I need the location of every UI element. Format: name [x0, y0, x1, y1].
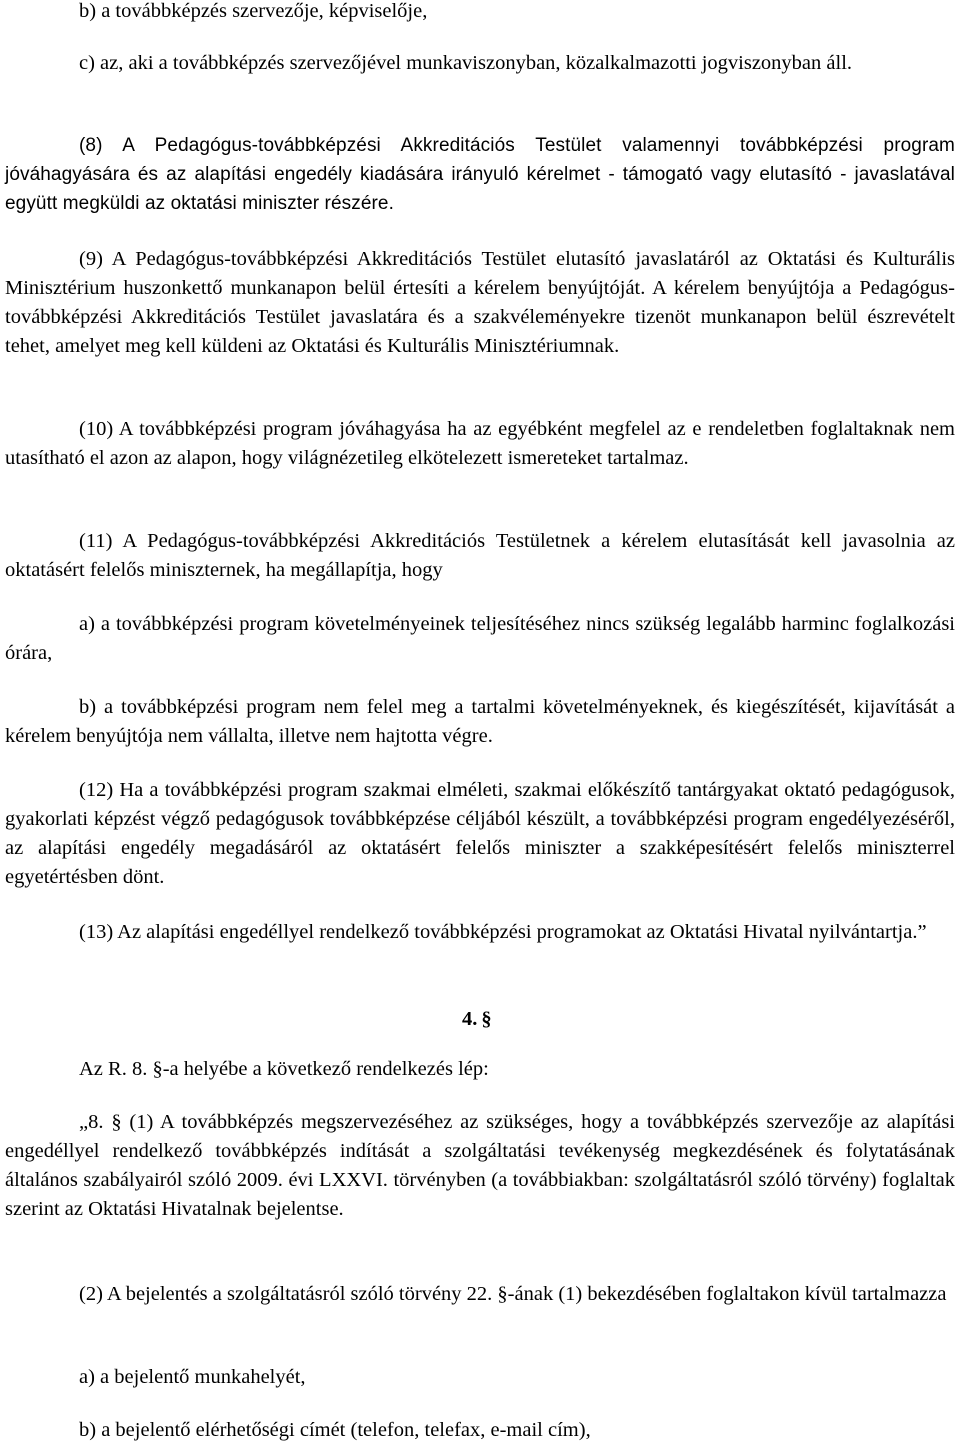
paragraph-intro: Az R. 8. §-a helyébe a következő rendelkezés lép: — [79, 1058, 489, 1080]
section-heading — [462, 1005, 492, 1034]
paragraph-11: (11) A Pedagógus-továbbképzési Akkreditációs Testületnek a kérelem elutasítását kell javasolnia az oktatásért felelős miniszternek, ha megállapítja, hogy — [5, 530, 955, 581]
section-number: 4. — [462, 1008, 478, 1030]
paragraph-7b: b) a továbbképzés szervezője, képviselője, — [79, 0, 428, 22]
paragraph-11a: a) a továbbképzési program követelményeinek teljesítéséhez nincs szükség legalább harminc foglalkozási órára, — [5, 613, 955, 664]
paragraph-8-2: (2) A bejelentés a szolgáltatásról szóló törvény 22. §-ának (1) bekezdésében foglaltakon kívül tartalmazza — [79, 1283, 947, 1305]
paragraph-13: (13) Az alapítási engedéllyel rendelkező továbbképzési programokat az Oktatási Hivatal nyilvántartja.” — [79, 921, 927, 943]
paragraph-12: (12) Ha a továbbképzési program szakmai elméleti, szakmai előkészítő tantárgyakat oktató pedagógusok, gyakorlati képzést végző pedagógusok továbbképzése céljából készült, a továbbképzési program engedélyezéséről, az alapítási engedély megadásáról az oktatásért felelős miniszter a szakképesítésért felelős miniszterrel egyetértésben dönt. — [5, 779, 955, 888]
paragraph-8: (8) A Pedagógus-továbbképzési Akkreditációs Testület valamennyi továbbképzési program jóváhagyására és az alapítási engedély kiadására irányuló kérelmet - támogató vagy elutasító - javaslatával együtt megküldi az oktatási miniszter részére. — [5, 135, 955, 214]
paragraph-8-1: „8. § (1) A továbbképzés megszervezéséhez az szükséges, hogy a továbbképzés szervezője az alapítási engedéllyel rendelkező továbbképzés indítását a szolgáltatási tevékenység megkezdésének és folytatásának általános szabályairól szóló 2009. évi LXXVI. törvényben (a továbbiakban: szolgáltatásról szóló törvény) foglaltak szerint az Oktatási Hivatalnak bejelentse. — [5, 1111, 955, 1220]
paragraph-8-2b: b) a bejelentő elérhetőségi címét (telefon, telefax, e-mail cím), — [79, 1419, 591, 1441]
paragraph-7c: c) az, aki a továbbképzés szervezőjével munkaviszonyban, közalkalmazotti jogviszonyban áll. — [79, 52, 853, 74]
section-symbol: § — [481, 1008, 492, 1030]
paragraph-11b: b) a továbbképzési program nem felel meg a tartalmi követelményeknek, és kiegészítését, kijavítását a kérelem benyújtója nem vállalta, illetve nem hajtotta végre. — [5, 696, 955, 747]
paragraph-9: (9) A Pedagógus-továbbképzési Akkreditációs Testület elutasító javaslatáról az Oktatási és Kulturális Minisztérium huszonkettő munkanapon belül értesíti a kérelem benyújtóját. A kérelem benyújtója a Pedagógus-továbbképzési Akkreditációs Testület javaslatára és a szakvéleményekre tizenöt munkanapon belül észrevételt tehet, amelyet meg kell küldeni az Oktatási és Kulturális Minisztériumnak. — [5, 248, 955, 357]
paragraph-10: (10) A továbbképzési program jóváhagyása ha az egyébként megfelel az e rendeletben foglaltaknak nem utasítható el azon az alapon, hogy világnézetileg elkötelezett ismereteket tartalmaz. — [5, 418, 955, 469]
paragraph-8-2a: a) a bejelentő munkahelyét, — [79, 1366, 306, 1388]
